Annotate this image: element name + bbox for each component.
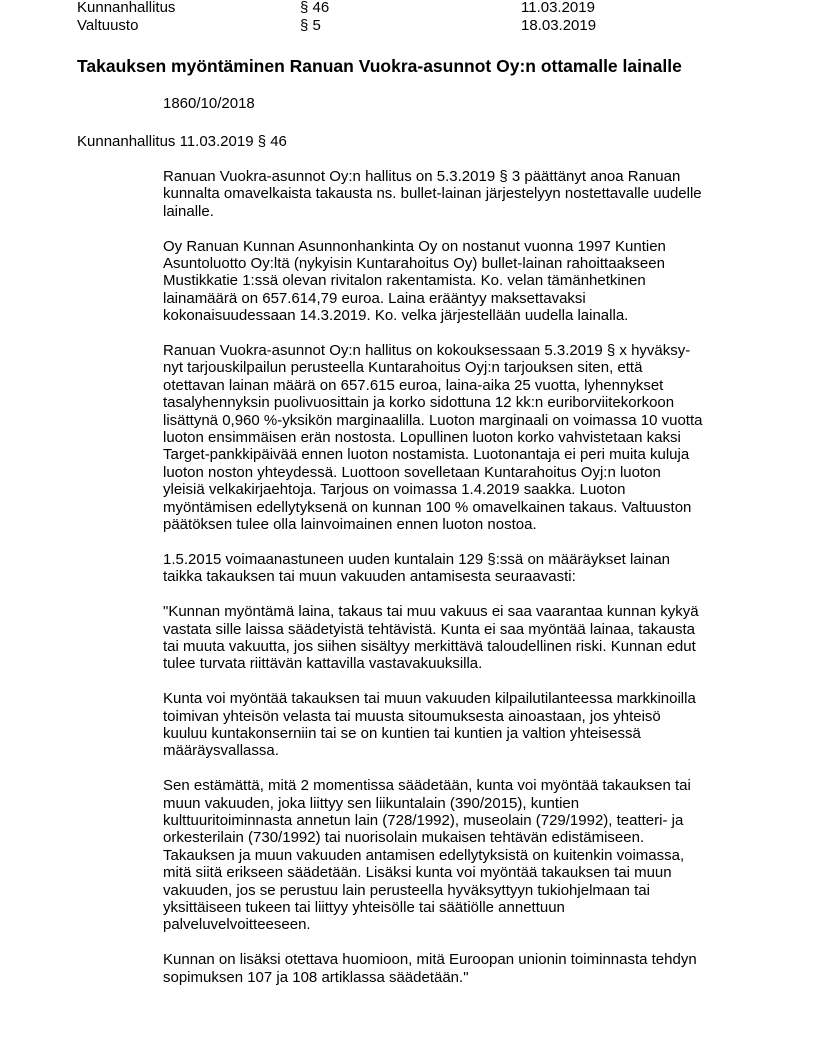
body-paragraph: [163, 603, 753, 673]
paragraph-line: Takauksen ja muun vakuuden antamisen edellytyksistä on kuitenkin voimassa,: [163, 846, 685, 864]
body-paragraph: [163, 690, 753, 760]
document-number: 1860/10/2018: [163, 95, 255, 112]
paragraph-line: lisättynä 0,960 %-yksikön marginaalilla. Luoton marginaali on voimassa 10 vuotta: [163, 411, 703, 429]
paragraph-line: tulee turvata riittävän kattavilla vastavakuuksilla.: [163, 655, 483, 673]
paragraph-line: kokonaisuudessaan 14.3.2019. Ko. velka järjestellään uudella lainalla.: [163, 307, 629, 325]
paragraph-line: kulttuuritoiminnasta annetun lain (728/1992), museolain (729/1992), teatteri- ja: [163, 811, 684, 829]
header-section: § 46: [300, 0, 330, 16]
header-row-kunnanhallitus: [77, 0, 737, 17]
paragraph-line: muun vakuuden, joka liittyy sen liikuntalain (390/2015), kuntien: [163, 794, 580, 812]
paragraph-line: sopimuksen 107 ja 108 artiklassa säädetään.": [163, 968, 469, 986]
header-body-name: Kunnanhallitus: [77, 0, 176, 16]
paragraph-line: Ranuan Vuokra-asunnot Oy:n hallitus on kokouksessaan 5.3.2019 § x hyväksy-: [163, 342, 691, 360]
paragraph-line: vakuuden, jos se perustuu lain perusteella hyväksyttyyn tukiohjelmaan tai: [163, 881, 650, 899]
paragraph-line: Mustikkatie 1:ssä olevan rivitalon rakentamista. Ko. velan tämänhetkinen: [163, 272, 646, 290]
paragraph-line: päätöksen tulee olla lainvoimainen ennen luoton nostoa.: [163, 516, 537, 534]
paragraph-line: orkesterilain (730/1992) tai nuorisolain mukaisen tehtävän edistämiseen.: [163, 829, 645, 847]
paragraph-line: vastata sille laissa säädetyistä tehtävistä. Kunta ei saa myöntää lainaa, takausta: [163, 620, 695, 638]
paragraph-line: tai muuta vakuutta, jos siihen sisältyy merkittävä taloudellinen riski. Kunnan edut: [163, 637, 696, 655]
document-title: Takauksen myöntäminen Ranuan Vuokra-asunnot Oy:n ottamalle lainalle: [77, 56, 682, 76]
paragraph-line: Kunnan on lisäksi otettava huomioon, mitä Euroopan unionin toiminnasta tehdyn: [163, 951, 697, 969]
paragraph-line: nyt tarjouskilpailun perusteella Kuntarahoitus Oyj:n tarjouksen siten, että: [163, 359, 643, 377]
paragraph-line: määräysvallassa.: [163, 742, 279, 760]
paragraph-line: Ranuan Vuokra-asunnot Oy:n hallitus on 5.3.2019 § 3 päättänyt anoa Ranuan: [163, 168, 681, 185]
body-paragraph: [163, 951, 753, 986]
header-body-name: Valtuusto: [77, 17, 139, 34]
document-body: [163, 168, 753, 1003]
paragraph-line: Sen estämättä, mitä 2 momentissa säädetään, kunta voi myöntää takauksen tai: [163, 777, 691, 795]
header-row-valtuusto: [77, 17, 737, 35]
paragraph-line: Kunta voi myöntää takauksen tai muun vakuuden kilpailutilanteessa markkinoilla: [163, 690, 696, 708]
paragraph-line: tasalyhennyksin puolivuosittain ja korko sidottuna 12 kk:n euriborviitekorkoon: [163, 394, 675, 412]
paragraph-line: lainalle.: [163, 202, 214, 220]
paragraph-line: 1.5.2015 voimaanastuneen uuden kuntalain 129 §:ssä on määräykset lainan: [163, 550, 671, 568]
paragraph-line: "Kunnan myöntämä laina, takaus tai muu vakuus ei saa vaarantaa kunnan kykyä: [163, 603, 699, 621]
body-paragraph: [163, 777, 753, 934]
paragraph-line: otettavan lainan määrä on 657.615 euroa, laina-aika 25 vuotta, lyhennykset: [163, 376, 664, 394]
paragraph-line: taikka takauksen tai muun vakuuden antamisesta seuraavasti:: [163, 568, 576, 586]
paragraph-line: lainamäärä on 657.614,79 euroa. Laina erääntyy maksettavaksi: [163, 289, 586, 307]
paragraph-line: luoton ensimmäisen erän nostosta. Lopullinen luoton korko vahvistetaan kaksi: [163, 429, 681, 447]
body-paragraph: [163, 168, 753, 220]
paragraph-line: Oy Ranuan Kunnan Asunnonhankinta Oy on nostanut vuonna 1997 Kuntien: [163, 237, 666, 255]
body-paragraph: [163, 551, 753, 586]
body-paragraph: [163, 238, 753, 325]
paragraph-line: yksittäiseen tukeen tai liittyy yhteisölle tai säätiölle annettuun: [163, 898, 565, 916]
paragraph-line: yleisiä velkakirjaehtoja. Tarjous on voimassa 1.4.2019 saakka. Luoton: [163, 481, 626, 499]
paragraph-line: toimivan yhteisön velasta tai muusta sitoumuksesta ainoastaan, jos yhteisö: [163, 707, 661, 725]
header-date: 11.03.2019: [521, 0, 595, 16]
header-section: § 5: [300, 17, 321, 34]
paragraph-line: mitä siitä erikseen säädetään. Lisäksi kunta voi myöntää takauksen tai muun: [163, 864, 672, 882]
header-date: 18.03.2019: [521, 17, 597, 34]
paragraph-line: kuuluu kuntakonserniin tai se on kuntien tai kuntien ja valtion yhteisessä: [163, 724, 641, 742]
paragraph-line: Asuntoluotto Oy:ltä (nykyisin Kuntarahoitus Oy) bullet-lainan rahoittaakseen: [163, 255, 665, 273]
paragraph-line: myöntämisen edellytyksenä on kunnan 100 % omavelkainen takaus. Valtuuston: [163, 498, 692, 516]
paragraph-line: Target-pankkipäivää ennen luoton nostamista. Luotonantaja ei peri muita kuluja: [163, 446, 690, 464]
paragraph-line: kunnalta omavelkaista takausta ns. bullet-lainan järjestelyyn nostettavalle uudelle: [163, 185, 702, 203]
body-paragraph: [163, 342, 753, 533]
paragraph-line: palveluvelvoitteeseen.: [163, 916, 311, 934]
paragraph-line: luoton noston yhteydessä. Luottoon sovelletaan Kuntarahoitus Oyj:n luoton: [163, 463, 661, 481]
meeting-reference: Kunnanhallitus 11.03.2019 § 46: [77, 133, 287, 150]
